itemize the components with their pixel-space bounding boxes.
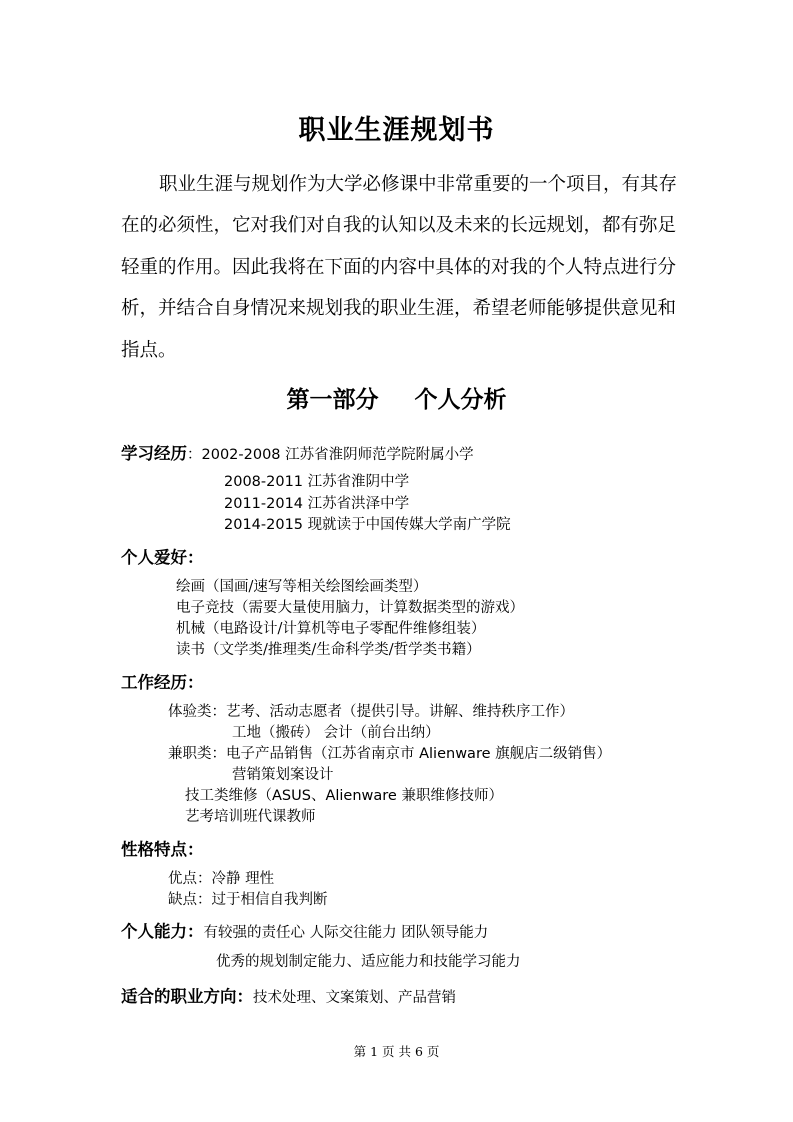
page-footer: 第 1 页 共 6 页: [353, 1044, 440, 1059]
document-title: 职业生涯规划书: [298, 115, 495, 146]
hobbies-label: 个人爱好：: [121, 548, 204, 567]
parttime-brand: Alienware: [419, 746, 491, 762]
section-part: 第一部分: [286, 386, 379, 413]
career-row: [121, 983, 456, 1007]
section-name: 个人分析: [414, 386, 507, 413]
education-school: 现就读于中国传媒大学南广学院: [303, 517, 511, 533]
parttime-row: [168, 742, 611, 763]
education-school: 江苏省淮阴师范学院附属小学: [280, 447, 474, 463]
intro-line: 析，并结合自身情况来规划我的职业生涯，希望老师能够提供意见和: [121, 298, 677, 319]
parttime-item: 电子产品销售（江苏省南京市: [226, 746, 420, 762]
education-years: 2011-2014: [224, 496, 304, 512]
hobby-item: 绘画（国画/速写等相关绘图绘画类型）: [176, 579, 428, 595]
education-years: 2002-2008: [201, 447, 281, 463]
hobby-item: 读书（文学类/推理类/生命科学类/哲学类书籍）: [176, 642, 481, 658]
cons-item: 缺点：过于相信自我判断: [168, 892, 328, 908]
teaching-item: 艺考培训班代课教师: [185, 809, 316, 825]
section-heading: [0, 381, 793, 414]
career-label: 适合的职业方向：: [121, 987, 253, 1006]
experience-item: 工地（搬砖） 会计（前台出纳）: [232, 725, 440, 741]
ability-item: 有较强的责任心 人际交往能力 团队领导能力: [203, 925, 489, 941]
hobby-item: 电子竞技（需要大量使用脑力，计算数据类型的游戏）: [176, 600, 524, 616]
pros-item: 优点：冷静 理性: [168, 871, 275, 887]
tech-row: [185, 784, 503, 805]
parttime-label: 兼职类：: [168, 746, 226, 762]
tech-brands: ASUS、Alienware: [272, 788, 397, 804]
education-entry: [224, 470, 409, 491]
ability-row: [121, 918, 488, 942]
personality-label: 性格特点：: [121, 840, 204, 859]
hobby-item: 机械（电路设计/计算机等电子零配件维修组装）: [176, 621, 486, 637]
education-label: 学习经历: [121, 444, 187, 463]
ability-item: 优秀的规划制定能力、适应能力和技能学习能力: [216, 954, 521, 970]
intro-line: 轻重的作用。因此我将在下面的内容中具体的对我的个人特点进行分: [121, 257, 677, 278]
career-value: 技术处理、文案策划、产品营销: [253, 990, 456, 1006]
education-entry: [224, 513, 511, 534]
parttime-item: 营销策划案设计: [232, 767, 334, 783]
work-label: 工作经历：: [121, 673, 204, 692]
experience-item: 艺考、活动志愿者（提供引导。讲解、维持秩序工作）: [226, 704, 574, 720]
experience-label: 体验类：: [168, 704, 226, 720]
education-sep: ：: [187, 447, 202, 463]
parttime-item: 旗舰店二级销售）: [490, 746, 612, 762]
education-entry: [224, 492, 409, 513]
tech-item: 兼职维修技师）: [396, 788, 503, 804]
education-school: 江苏省洪泽中学: [303, 496, 410, 512]
intro-line: 在的必须性，它对我们对自我的认知以及未来的长远规划，都有弥足: [121, 215, 677, 236]
intro-line: 职业生涯与规划作为大学必修课中非常重要的一个项目，有其存: [159, 174, 678, 195]
intro-line: 指点。: [121, 340, 177, 361]
tech-item: 技工类维修（: [185, 788, 272, 804]
education-years: 2008-2011: [224, 474, 304, 490]
education-block: [121, 440, 474, 464]
education-years: 2014-2015: [224, 517, 304, 533]
ability-label: 个人能力：: [121, 922, 204, 941]
experience-row: [168, 700, 574, 721]
education-school: 江苏省淮阴中学: [303, 474, 410, 490]
